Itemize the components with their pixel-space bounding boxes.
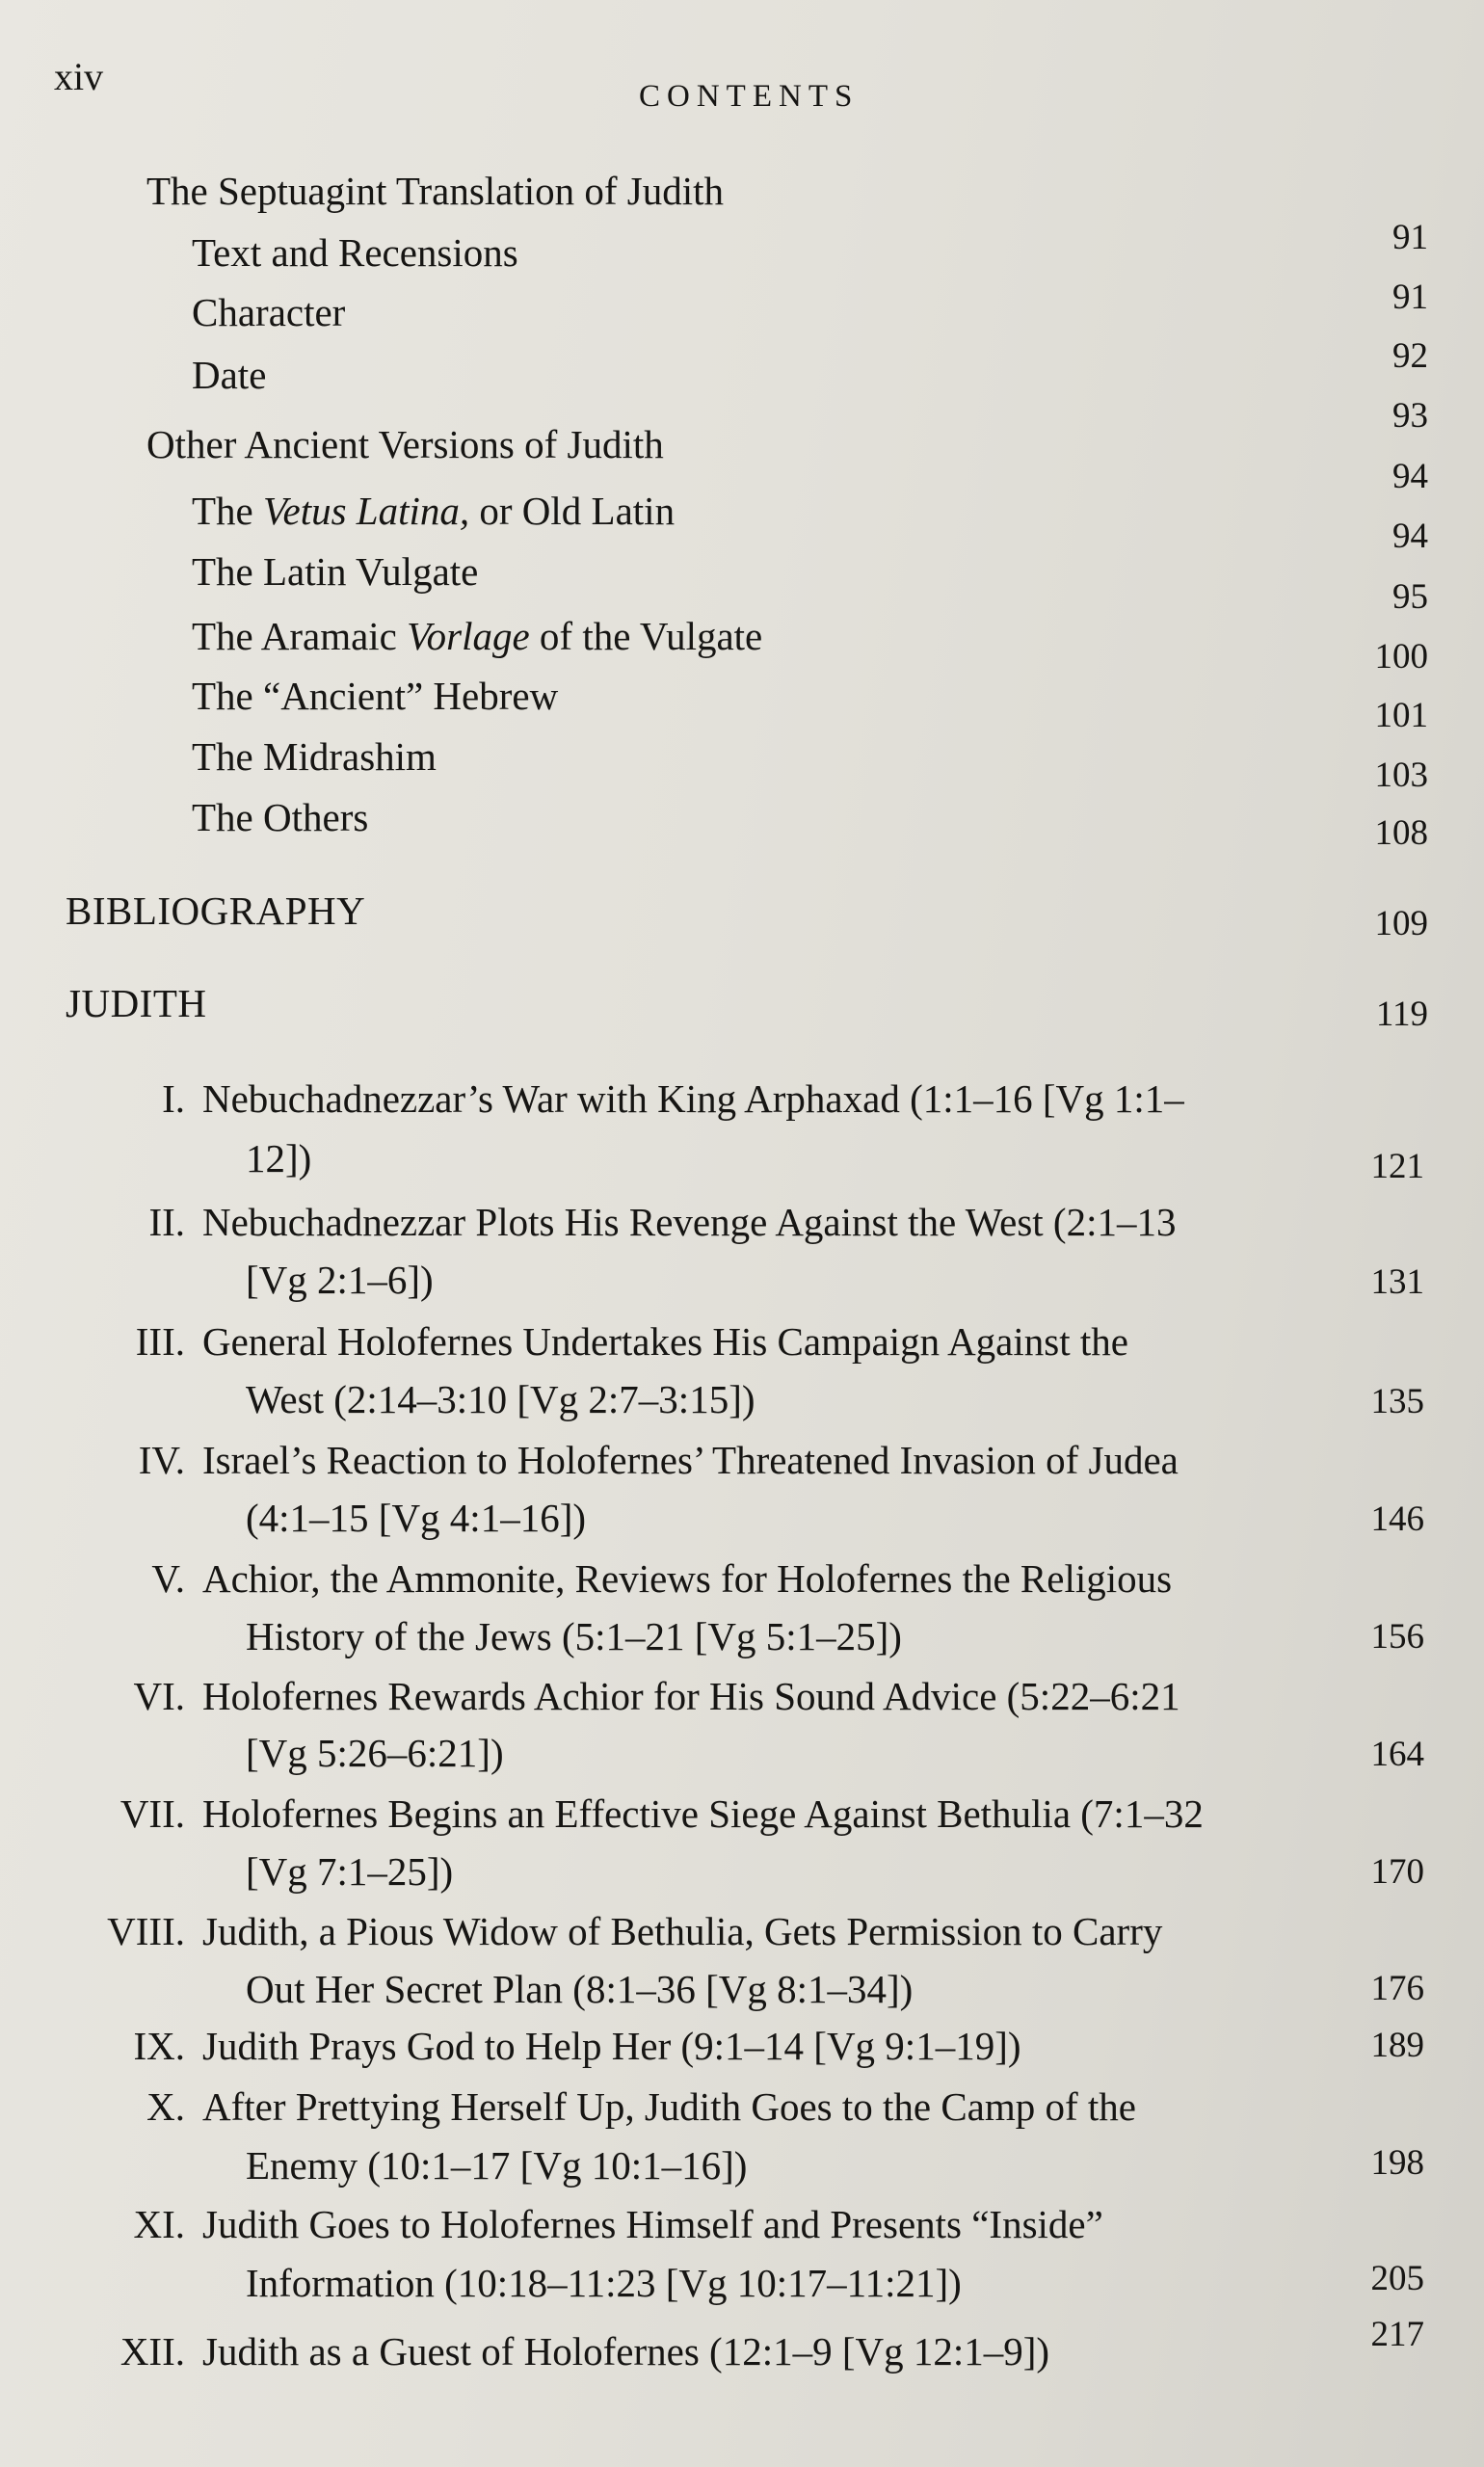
toc-entry-other-versions: Other Ancient Versions of Judith [146, 422, 664, 466]
chapter-title-continued: [Vg 5:26–6:21]) [246, 1731, 504, 1775]
toc-page-number: 108 [1374, 813, 1428, 853]
toc-entry-text-recensions: Text and Recensions [192, 230, 518, 275]
toc-page-number: 95 [1392, 577, 1428, 617]
chapter-title: Achior, the Ammonite, Reviews for Holofernes the Religious [202, 1556, 1173, 1601]
chapter-page-number: 198 [1370, 2143, 1424, 2183]
toc-page-number: 94 [1392, 517, 1428, 556]
toc-page-number: 91 [1392, 278, 1428, 317]
toc-part-bibliography: BIBLIOGRAPHY [66, 889, 366, 933]
toc-text: or Old Latin [469, 489, 676, 533]
toc-text: The [192, 489, 263, 533]
chapter-page-number: 205 [1370, 2259, 1424, 2298]
page-number-roman: xiv [54, 55, 104, 98]
toc-entry-vetus-latina [192, 491, 675, 531]
toc-italic-text: Vetus Latina, [263, 489, 470, 533]
chapter-number: XI. [133, 2202, 185, 2246]
toc-page-number: 100 [1374, 637, 1428, 676]
chapter-title: Holofernes Rewards Achior for His Sound Advice (5:22–6:21 [202, 1674, 1180, 1718]
chapter-page-number: 189 [1370, 2026, 1424, 2065]
chapter-title: General Holofernes Undertakes His Campaign Against the [202, 1319, 1128, 1364]
toc-page-number: 109 [1374, 904, 1428, 943]
chapter-number: VIII. [107, 1909, 185, 1953]
chapter-title: Israel’s Reaction to Holofernes’ Threatened Invasion of Judea [202, 1438, 1179, 1482]
chapter-number: VII. [119, 1791, 185, 1836]
chapter-title-continued: [Vg 2:1–6]) [246, 1258, 434, 1302]
toc-page-number: 91 [1392, 218, 1428, 257]
chapter-number: X. [146, 2084, 185, 2129]
chapter-page-number: 146 [1370, 1499, 1424, 1539]
chapter-page-number: 217 [1370, 2315, 1424, 2354]
toc-entry-ancient-hebrew: The “Ancient” Hebrew [192, 674, 559, 718]
chapter-number: V. [151, 1556, 185, 1601]
chapter-page-number: 176 [1370, 1969, 1424, 2008]
toc-text: of the Vulgate [529, 614, 763, 658]
chapter-number: IX. [133, 2024, 185, 2068]
chapter-title-continued: Out Her Secret Plan (8:1–36 [Vg 8:1–34]) [246, 1967, 914, 2011]
chapter-page-number: 131 [1370, 1262, 1424, 1302]
chapter-title-continued: West (2:14–3:10 [Vg 2:7–3:15]) [246, 1377, 755, 1421]
toc-entry-others: The Others [192, 795, 369, 839]
chapter-number: II. [148, 1200, 185, 1244]
toc-italic-text: Vorlage [407, 614, 530, 658]
chapter-title: Judith as a Guest of Holofernes (12:1–9 [Vg 12:1–9]) [202, 2329, 1050, 2374]
toc-page-number: 119 [1375, 995, 1428, 1034]
chapter-number: I. [162, 1076, 185, 1121]
chapter-number: IV. [138, 1438, 185, 1482]
toc-text: The Aramaic [192, 614, 408, 658]
chapter-title-continued: (4:1–15 [Vg 4:1–16]) [246, 1496, 587, 1540]
toc-entry-aramaic-vorlage [192, 614, 763, 658]
chapter-page-number: 156 [1370, 1617, 1424, 1657]
toc-entry-character: Character [192, 290, 346, 334]
chapter-title-continued: Enemy (10:1–17 [Vg 10:1–16]) [246, 2143, 748, 2188]
chapter-page-number: 135 [1370, 1382, 1424, 1421]
chapter-title: Judith Prays God to Help Her (9:1–14 [Vg 9:1–19]) [202, 2024, 1021, 2068]
chapter-title: Nebuchadnezzar’s War with King Arphaxad (1:1–16 [Vg 1:1– [202, 1076, 1184, 1121]
chapter-page-number: 170 [1370, 1852, 1424, 1892]
chapter-number: III. [135, 1319, 185, 1364]
chapter-number: VI. [133, 1674, 185, 1718]
chapter-title-continued: Information (10:18–11:23 [Vg 10:17–11:21]) [246, 2261, 962, 2305]
chapter-title: After Prettying Herself Up, Judith Goes to the Camp of the [202, 2084, 1137, 2129]
chapter-title-continued: 12]) [246, 1136, 312, 1180]
toc-entry-septuagint: The Septuagint Translation of Judith [146, 169, 725, 213]
chapter-title-continued: History of the Jews (5:1–21 [Vg 5:1–25]) [246, 1614, 902, 1658]
chapter-title-continued: [Vg 7:1–25]) [246, 1849, 454, 1894]
toc-part-judith: JUDITH [66, 981, 207, 1025]
running-head: CONTENTS [639, 79, 860, 114]
toc-page-number: 103 [1374, 756, 1428, 795]
chapter-title: Judith Goes to Holofernes Himself and Presents “Inside” [202, 2202, 1103, 2246]
toc-page-number: 94 [1392, 457, 1428, 496]
chapter-page-number: 164 [1370, 1735, 1424, 1774]
chapter-title: Judith, a Pious Widow of Bethulia, Gets Permission to Carry [202, 1909, 1163, 1953]
toc-page-number: 101 [1374, 696, 1428, 735]
toc-page-number: 93 [1392, 396, 1428, 436]
toc-entry-midrashim: The Midrashim [192, 734, 437, 779]
chapter-title: Holofernes Begins an Effective Siege Against Bethulia (7:1–32 [202, 1791, 1204, 1836]
toc-entry-latin-vulgate: The Latin Vulgate [192, 549, 479, 594]
chapter-number: XII. [119, 2329, 185, 2374]
chapter-page-number: 121 [1370, 1147, 1424, 1186]
chapter-title: Nebuchadnezzar Plots His Revenge Against the West (2:1–13 [202, 1200, 1177, 1244]
toc-entry-date: Date [192, 353, 267, 397]
toc-page-number: 92 [1392, 336, 1428, 376]
